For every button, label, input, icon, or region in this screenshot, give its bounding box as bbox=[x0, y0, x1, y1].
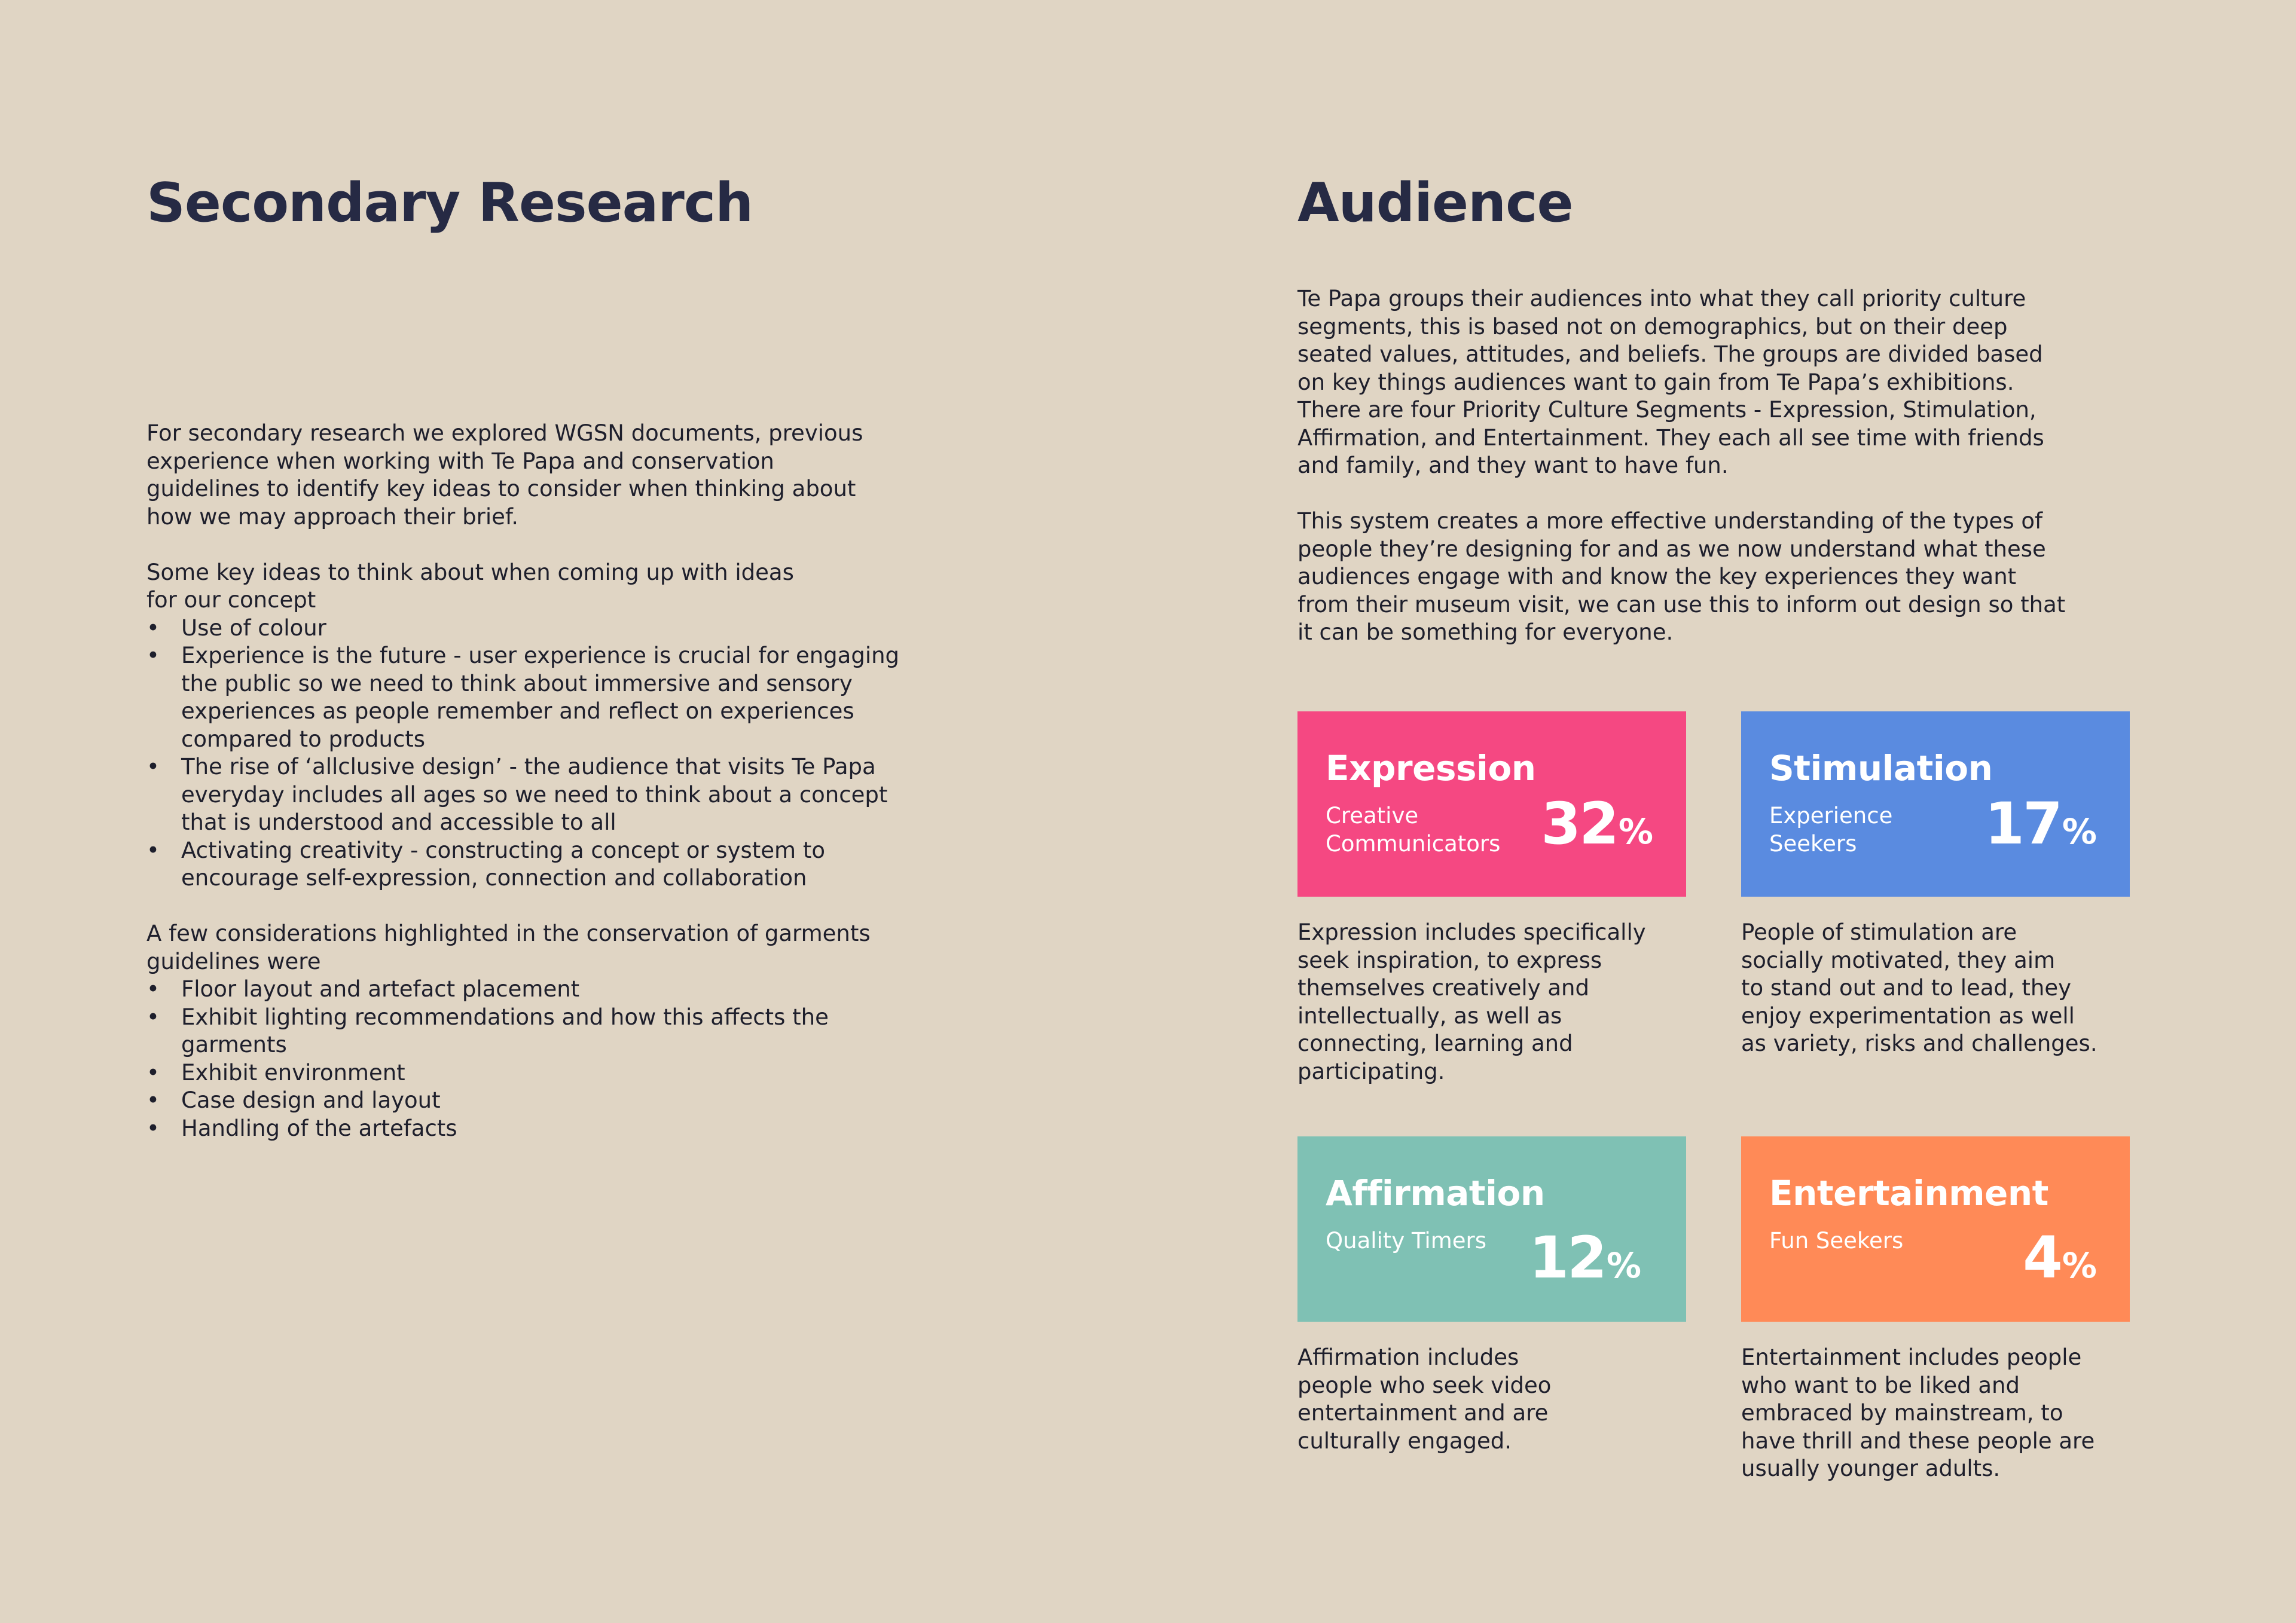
text-line: how we may approach their brief. bbox=[146, 503, 518, 530]
bullet-icon: • bbox=[146, 643, 160, 668]
segment-name: Stimulation bbox=[1769, 748, 1993, 788]
audience-title: Audience bbox=[1297, 172, 1573, 234]
segment-description-entertainment bbox=[1741, 1344, 2130, 1483]
text-line: Activating creativity - constructing a concept or system to bbox=[181, 837, 825, 863]
text-line: Entertainment includes people bbox=[1741, 1344, 2082, 1370]
text-line: on key things audiences want to gain from Te Papa’s exhibitions. bbox=[1297, 369, 2014, 395]
list-item bbox=[146, 1004, 954, 1059]
segment-card-entertainment bbox=[1741, 1136, 2130, 1322]
bullet-icon: • bbox=[146, 837, 160, 863]
text-line: as variety, risks and challenges. bbox=[1741, 1031, 2097, 1056]
text-line: Handling of the artefacts bbox=[181, 1115, 457, 1141]
percentage-value: 4 bbox=[2023, 1224, 2061, 1291]
text-line: segments, this is based not on demographics, but on their deep bbox=[1297, 313, 2008, 340]
audience-paragraph bbox=[1297, 285, 2114, 480]
text-line: Fun Seekers bbox=[1769, 1228, 1904, 1254]
segment-percentage bbox=[1984, 790, 2097, 857]
text-line: that is understood and accessible to all bbox=[181, 809, 616, 835]
secondary-research-paragraph bbox=[146, 420, 954, 531]
text-line: The rise of ‘allclusive design’ - the audience that visits Te Papa bbox=[181, 754, 876, 780]
text-line: culturally engaged. bbox=[1297, 1428, 1512, 1454]
bullet-icon: • bbox=[146, 615, 160, 641]
text-line: it can be something for everyone. bbox=[1297, 619, 1674, 645]
percent-sign: % bbox=[1606, 1245, 1641, 1286]
text-line: Affirmation, and Entertainment. They each all see time with friends bbox=[1297, 424, 2044, 451]
text-line: guidelines were bbox=[146, 948, 321, 974]
text-line: People of stimulation are bbox=[1741, 919, 2017, 945]
text-line: experiences as people remember and reflect on experiences bbox=[181, 698, 854, 724]
text-line: the public so we need to think about immersive and sensory bbox=[181, 670, 853, 696]
list-item bbox=[146, 1087, 954, 1115]
text-line: Communicators bbox=[1326, 830, 1501, 857]
text-line: socially motivated, they aim bbox=[1741, 947, 2056, 973]
audience-intro bbox=[1297, 285, 2114, 647]
secondary-research-title: Secondary Research bbox=[146, 172, 753, 234]
list-item bbox=[146, 1059, 954, 1087]
bullet-icon: • bbox=[146, 1115, 160, 1141]
segment-subtitle bbox=[1769, 802, 1984, 858]
list-item bbox=[146, 615, 954, 643]
text-line: Experience bbox=[1769, 803, 1893, 829]
text-line: seated values, attitudes, and beliefs. The groups are divided based bbox=[1297, 341, 2043, 367]
segment-card-affirmation bbox=[1297, 1136, 1686, 1322]
percentage-value: 32 bbox=[1541, 790, 1617, 857]
text-line: Use of colour bbox=[181, 615, 326, 641]
considerations-list bbox=[146, 976, 954, 1142]
text-line: participating. bbox=[1297, 1058, 1445, 1084]
segment-subtitle bbox=[1326, 1227, 1541, 1255]
text-line: Affirmation includes bbox=[1297, 1344, 1519, 1370]
text-line: Exhibit lighting recommendations and how this affects the bbox=[181, 1004, 829, 1030]
text-line: Case design and layout bbox=[181, 1087, 441, 1113]
segment-name: Expression bbox=[1326, 748, 1536, 788]
considerations-intro bbox=[146, 920, 954, 976]
text-line: guidelines to identify key ideas to consider when thinking about bbox=[146, 476, 856, 502]
text-line: from their museum visit, we can use this to inform out design so that bbox=[1297, 591, 2066, 618]
text-line: and family, and they want to have fun. bbox=[1297, 453, 1729, 478]
text-line: Exhibit environment bbox=[181, 1059, 405, 1086]
key-ideas-intro bbox=[146, 559, 954, 615]
text-line: themselves creatively and bbox=[1297, 975, 1589, 1001]
text-line: Creative bbox=[1326, 803, 1419, 829]
percent-sign: % bbox=[1618, 811, 1653, 852]
text-line: seek inspiration, to express bbox=[1297, 947, 1602, 973]
list-item bbox=[146, 1115, 954, 1143]
text-line: embraced by mainstream, to bbox=[1741, 1400, 2063, 1426]
list-item bbox=[146, 837, 954, 893]
segment-card-stimulation bbox=[1741, 711, 2130, 897]
segment-card-expression bbox=[1297, 711, 1686, 897]
text-line: to stand out and to lead, they bbox=[1741, 975, 2072, 1001]
bullet-icon: • bbox=[146, 754, 160, 780]
key-ideas-list bbox=[146, 615, 954, 893]
text-line: people they’re designing for and as we now understand what these bbox=[1297, 536, 2046, 562]
list-item bbox=[146, 753, 954, 837]
text-line: people who seek video bbox=[1297, 1372, 1552, 1398]
text-line: encourage self-expression, connection and collaboration bbox=[181, 865, 807, 891]
text-line: connecting, learning and bbox=[1297, 1031, 1573, 1056]
segment-subtitle bbox=[1326, 802, 1541, 858]
bullet-icon: • bbox=[146, 1087, 160, 1113]
bullet-icon: • bbox=[146, 976, 160, 1002]
audience-paragraph bbox=[1297, 508, 2114, 647]
text-line: Floor layout and artefact placement bbox=[181, 976, 580, 1002]
text-line: enjoy experimentation as well bbox=[1741, 1002, 2075, 1029]
text-line: everyday includes all ages so we need to think about a concept bbox=[181, 781, 888, 808]
text-line: entertainment and are bbox=[1297, 1400, 1549, 1426]
text-line: A few considerations highlighted in the conservation of garments bbox=[146, 921, 871, 946]
percent-sign: % bbox=[2062, 1245, 2097, 1286]
text-line: This system creates a more effective understanding of the types of bbox=[1297, 508, 2042, 534]
text-line: Expression includes specifically bbox=[1297, 919, 1646, 945]
text-line: intellectually, as well as bbox=[1297, 1002, 1562, 1029]
text-line: Seekers bbox=[1769, 830, 1857, 857]
segment-percentage bbox=[1529, 1224, 1641, 1291]
secondary-research-body bbox=[146, 420, 954, 1142]
text-line: compared to products bbox=[181, 726, 426, 752]
text-line: experience when working with Te Papa and conservation bbox=[146, 448, 774, 474]
text-line: Some key ideas to think about when coming up with ideas bbox=[146, 559, 794, 585]
text-line: usually younger adults. bbox=[1741, 1456, 2001, 1481]
list-item bbox=[146, 642, 954, 753]
segment-percentage bbox=[2023, 1224, 2097, 1291]
segment-subtitle bbox=[1769, 1227, 1984, 1255]
bullet-icon: • bbox=[146, 1004, 160, 1030]
text-line: Quality Timers bbox=[1326, 1228, 1487, 1254]
list-item bbox=[146, 976, 954, 1004]
bullet-icon: • bbox=[146, 1059, 160, 1086]
segment-description-expression bbox=[1297, 919, 1686, 1086]
text-line: Experience is the future - user experience is crucial for engaging bbox=[181, 643, 900, 668]
segment-percentage bbox=[1541, 790, 1653, 857]
text-line: For secondary research we explored WGSN documents, previous bbox=[146, 420, 863, 446]
text-line: garments bbox=[181, 1032, 287, 1057]
text-line: have thrill and these people are bbox=[1741, 1428, 2095, 1454]
percentage-value: 17 bbox=[1984, 790, 2061, 857]
text-line: for our concept bbox=[146, 587, 316, 613]
segment-name: Affirmation bbox=[1326, 1173, 1545, 1214]
text-line: audiences engage with and know the key experiences they want bbox=[1297, 564, 2017, 589]
segment-description-affirmation bbox=[1297, 1344, 1686, 1455]
percentage-value: 12 bbox=[1529, 1224, 1605, 1291]
text-line: Te Papa groups their audiences into what they call priority culture bbox=[1297, 286, 2026, 311]
text-line: who want to be liked and bbox=[1741, 1372, 2020, 1398]
segment-description-stimulation bbox=[1741, 919, 2130, 1058]
segment-name: Entertainment bbox=[1769, 1173, 2048, 1214]
text-line: There are four Priority Culture Segments - Expression, Stimulation, bbox=[1297, 397, 2037, 423]
percent-sign: % bbox=[2062, 811, 2097, 852]
